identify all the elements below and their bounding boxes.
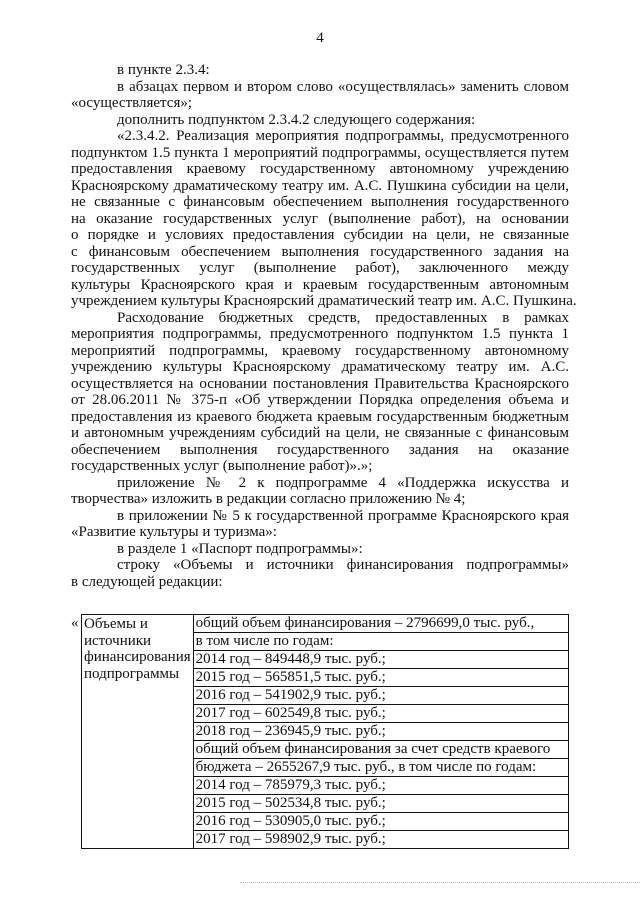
financing-table <box>81 614 569 849</box>
text-line: приложение № 2 к подпрограмме 4 «Поддержка искусства и <box>117 474 569 491</box>
financing-value-row: 2015 год – 565851,5 тыс. руб.; <box>193 669 568 687</box>
document-body <box>71 62 577 590</box>
text-line: от 28.06.2011 № 375-п «Об утверждении Порядка определения объема и <box>71 392 569 408</box>
text-line: в следующей редакции: <box>71 573 223 590</box>
financing-value-row: 2016 год – 530905,0 тыс. руб.; <box>193 813 568 831</box>
financing-label-cell: Объемы и источники финансирования подпрограммы <box>82 615 194 849</box>
page-number: 4 <box>316 30 324 46</box>
text-line: «осуществляется»; <box>71 95 193 111</box>
text-line: «Развитие культуры и туризма»: <box>71 524 277 540</box>
financing-value-row: в том числе по годам: <box>193 633 568 651</box>
text-line: Расходование бюджетных средств, предоставленных в рамках <box>117 309 569 326</box>
text-line: и автономным учреждениям субсидий на цели, не связанные с финансовым <box>71 425 569 441</box>
financing-value-row: бюджета – 2655267,9 тыс. руб., в том числе по годам: <box>193 759 568 777</box>
text-line: в приложении № 5 к государственной программе Красноярского края <box>117 507 569 524</box>
text-line: не связанные с финансовым обеспечением выполнения государственного <box>71 194 569 210</box>
text-line: в пункте 2.3.4: <box>117 62 210 78</box>
text-line: подпунктом 1.5 пункта 1 мероприятий подпрограммы, осуществляется путем <box>71 144 569 161</box>
text-line: дополнить подпунктом 2.3.4.2 следующего содержания: <box>117 111 476 128</box>
financing-value-row: 2014 год – 849448,9 тыс. руб.; <box>193 651 568 669</box>
financing-value-row: общий объем финансирования – 2796699,0 тыс. руб., <box>193 615 568 633</box>
financing-value-row: 2015 год – 502534,8 тыс. руб.; <box>193 795 568 813</box>
text-line: осуществляется на основании постановления Правительства Красноярского <box>71 375 569 392</box>
text-line: государственных услуг (выполнение работ), заключенного между <box>71 260 569 276</box>
text-line: учреждением культуры Красноярский драматический театр им. А.С. Пушкина. <box>71 293 577 309</box>
text-line: на оказание государственных услуг (выполнение работ), на основании <box>71 210 569 227</box>
text-line: в разделе 1 «Паспорт подпрограммы»: <box>117 540 363 557</box>
text-line: мероприятия подпрограммы, предусмотренного подпунктом 1.5 пункта 1 <box>71 326 569 342</box>
financing-value-row: общий объем финансирования за счет средств краевого <box>193 741 568 759</box>
text-line: обеспечением выполнения государственного задания на оказание <box>71 441 569 458</box>
text-line: мероприятий подпрограммы, краевому государственному автономному <box>71 342 569 359</box>
text-line: с финансовым обеспечением выполнения государственного задания на <box>71 243 569 260</box>
page-edge-rule <box>240 882 640 883</box>
text-line: творчества» изложить в редакции согласно приложению № 4; <box>71 491 466 507</box>
text-line: в абзацах первом и втором слово «осуществлялась» заменить словом <box>117 78 569 95</box>
financing-value-row: 2017 год – 602549,8 тыс. руб.; <box>193 705 568 723</box>
text-line: предоставления краевому государственному автономному учреждению <box>71 161 569 177</box>
financing-value-row: 2018 год – 236945,9 тыс. руб.; <box>193 723 568 741</box>
text-line: культуры Красноярского края и краевым государственным автономным <box>71 276 569 293</box>
text-line: строку «Объемы и источники финансирования подпрограммы» <box>117 557 569 573</box>
text-line: государственных услуг (выполнение работ)».»; <box>71 458 373 474</box>
financing-value-row: 2016 год – 541902,9 тыс. руб.; <box>193 687 568 705</box>
financing-value-row: 2017 год – 598902,9 тыс. руб.; <box>193 831 568 849</box>
text-line: учреждению культуры Красноярскому драматическому театру им. А.С. <box>71 359 569 375</box>
opening-quote: « <box>71 615 79 631</box>
text-line: «2.3.4.2. Реализация мероприятия подпрограммы, предусмотренного <box>117 128 569 144</box>
financing-value-row: 2014 год – 785979,3 тыс. руб.; <box>193 777 568 795</box>
text-line: предоставления из краевого бюджета краевым государственным бюджетным <box>71 408 569 425</box>
text-line: о порядке и условиях предоставления субсидии на цели, не связанные <box>71 227 569 243</box>
text-line: Красноярскому драматическому театру им. А.С. Пушкина субсидии на цели, <box>71 177 569 194</box>
